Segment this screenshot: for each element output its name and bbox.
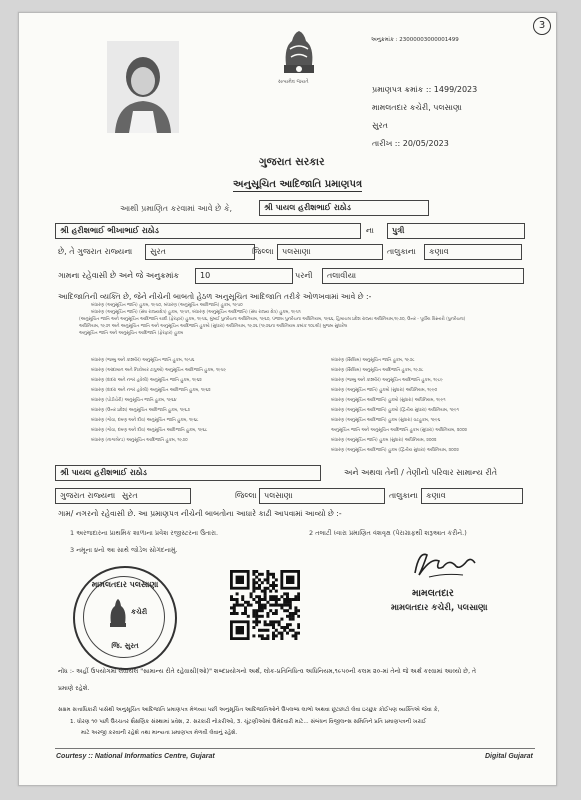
photo-icon: [107, 41, 179, 133]
basis-item-1: 1 અરજદારના પ્રાથમિક શાળાના પ્રવેશ રજીસ્ટરના ઉતારા.: [70, 529, 219, 537]
basis-text: ગામ/ નગરનો રહેવાસી છે. આ પ્રમાણપત્ર નીચેની બાબતોના આધારે કાઢી આપવામાં આવ્યો છે :-: [58, 509, 342, 518]
seal-mid-text: કચેરી: [131, 608, 148, 616]
order-item: બંધારણ (ગોવા, દમણ અને દીવ) અનુસૂચિત આદિજાતિ હુકમ, ૧૯૬૮: [91, 428, 208, 433]
taluka: કણાવ: [424, 244, 522, 260]
order-item: બંધારણ (નાગાલેન્ડ) અનુસૂચિત આદિજાતિ હુકમ, ૧૯૭૦: [91, 438, 188, 443]
taluka-label: તાલુકાના: [387, 247, 416, 256]
office-name: મામલતદાર કચેરી, પલસાણા: [372, 103, 462, 112]
order-item: અધિનિયમ, ૧૯૭૧ અને અનુસૂચિત જાતિ અને અનુસૂચિત આદિજાતિ હુકમો (સુધારા) અધિનિયમ, ૧૯૭૬ (૧૯૭૬ના અધિનિયમ ક્રમાંક ૧૦૮થી) મુજબ સુધારેલ: [79, 324, 348, 329]
courtesy-text: Courtesy :: National Informatics Centre, Gujarat: [56, 753, 215, 760]
seal-top-text: મામલતદાર પલસાણા: [91, 580, 159, 589]
family-district-label: જિલ્લા: [235, 491, 257, 500]
footer-line-1: સક્ષમ સત્તાધિકારી પાસેથી અનુસૂચિત આદિજાતિ પ્રમાણપત્ર મેળવ્યા પછી અનુસૂચિત આદિજાતિઓને ઉપલબ્ધ લાભો અથવા છૂટછાટો લેવા ઇચ્છુક કોઈપણ વ્યક્તિએ જેવા કે,: [58, 707, 440, 713]
family-state: [55, 488, 191, 504]
order-item: બંધારણ (દાદરા અને નગર હવેલી) અનુસૂચિત આદિજાતિ હુકમ, ૧૯૬૨: [91, 388, 211, 393]
page-number: 3: [538, 20, 546, 31]
order-item: બંધારણ (અનુસૂચિત આદિજાતિ) હુકમો (દ્વિતીય સુધારા) અધિનિયમ, ૧૯૯૧: [331, 408, 459, 413]
order-item: બંધારણ (અનુસૂચિત જાતિ) (સંઘ રાજ્યક્ષેત્ર) હુકમ, ૧૯૫૧, બંધારણ (અનુસૂચિત આદિજાતિ) (સંઘ રાજ્ય ક્ષેત્ર) હુકમ, ૧૯૫૧: [91, 310, 301, 315]
state-text: છે, તે ગુજરાત રાજ્યના: [58, 247, 133, 256]
applicant-name: શ્રી પાયલ હરીશભાઈ રાઠોડ: [259, 200, 429, 216]
order-item: બંધારણ (અનુસૂચિત આદિજાતિ) હુકમ (સુધારા) વટહુકમ, ૧૯૯૬: [331, 418, 441, 423]
family-suffix: અને અથવા તેની / તેણીનો પરિવાર સામાન્ય રીતે: [344, 468, 498, 477]
note-line-1: નોંધ :- અહીં ઉપયોગમાં લેવાયેલ "સામાન્ય રીતે રહેવાસી(ઓ)" શબ્દપ્રયોગનો અર્થ, લોક-પ્રતિનિધિત્વ અધિનિયમ,૧૯૫૦ની કલમ ૨૦-માં તેનો જે અર્થ કરવામાં આવ્યો છે, તે: [58, 668, 477, 675]
order-item: અનુસૂચિત જાતિ અને અનુસૂચિત આદિજાતિ હુકમ (સુધારા) અધિનિયમ, ૨૦૦૨: [331, 428, 467, 433]
relation: પુત્રી: [387, 223, 525, 239]
family-district: પલસાણા: [259, 488, 385, 504]
order-item: બંધારણ (અનુસૂચિત જાતિ) હુકમ (સુધારા) અધિનિયમ, ૨૦૦૨: [331, 438, 437, 443]
signature-designation: મામલતદાર: [412, 588, 454, 599]
order-item: બંધારણ (પોંડીચેરી) અનુસૂચિત જાતિ હુકમ, ૧૯૬૪: [91, 398, 177, 403]
district-name: સુરત: [372, 121, 388, 130]
serial-number: અનુક્રમાંક : 23000003000001499: [371, 37, 459, 43]
order-item: બંધારણ (અનુસૂચિત આદિજાતિ) હુકમ (દ્વિતીય સુધારા) અધિનિયમ, ૨૦૦૨: [331, 448, 459, 453]
page-number-circle: [533, 17, 551, 35]
seal-emblem-icon: [107, 598, 129, 628]
seal-bottom-text: જિ. સુરત: [111, 642, 139, 650]
office-seal: [73, 566, 177, 670]
signature: [409, 545, 479, 585]
order-item: બંધારણ (જમ્મુ અને કાશ્મીર) અનુસૂચિત જાતિ હુકમ, ૧૯૫૬: [91, 358, 195, 363]
basis-item-2: 2 તલાટી ધ્વારા પ્રમાણિત વંશવૃક્ષ (પેરાગ્રાફથી શરૂઆત કરીને.): [309, 529, 467, 537]
family-taluka-label: તાલુકાના: [389, 491, 418, 500]
qr-code-icon: [230, 570, 300, 640]
issue-date: તારીખ :: 20/05/2023: [372, 139, 449, 148]
family-taluka: કણાવ: [421, 488, 523, 504]
lion-capital-icon: [276, 27, 322, 77]
family-city: સુરત: [121, 491, 138, 500]
orders-top: [79, 302, 549, 337]
city: સુરત: [145, 244, 255, 260]
order-item: બંધારણ (ગોવા, દમણ અને દીવ) અનુસૂચિત જાતિ હુકમ, ૧૯૬૮: [91, 418, 199, 423]
father-name: શ્રી હરીશભાઈ ભીખાભાઈ રાઠોડ: [55, 223, 361, 239]
order-item: બંધારણ (અનુસૂચિત જાતિ) હુકમો (સુધારા) અધિનિયમ, ૧૯૯૦: [331, 388, 438, 393]
footer-line-3: માટે અરજી કરવાની રહેશે તથા માન્યતા પ્રમાણપત્ર મેળવી લેવાનું રહેશે.: [81, 730, 238, 736]
bottom-divider: [55, 748, 535, 749]
title-certificate: અનુસૂચિત આદિજાતિ પ્રમાણપત્ર: [233, 179, 363, 190]
note-line-2: પ્રમાણે રહેશે.: [58, 685, 90, 692]
applicant-photo: [107, 41, 179, 133]
district: પલસાણા: [277, 244, 383, 260]
certificate-number: પ્રમાણપત્ર ક્રમાંક :: 1499/2023: [372, 85, 478, 94]
order-item: બંધારણ (ઉત્તર પ્રદેશ) અનુસૂચિત આદિજાતિ હુકમ, ૧૯૬૭: [91, 408, 190, 413]
order-item: (અનુસૂચિત જાતિ અને અનુસૂચિત આદિજાતિ યાદી (ફેરફાર) હુકમ, ૧૯૫૬, મુંબઈ પુનર્રચના અધિનિયમ, ૧૯૬૦, પંજાબ પુનર્રચના અધિનિયમ, ૧૯૬૬, હિમાચલ પ્રદેશ રાજ્ય અધિનિયમ,૧૯૭૦, ઉત્તર - પૂર્વીય વિસ્તારો (પુનર્રચના): [79, 317, 466, 322]
order-item: બંધારણ (સિક્કિમ) અનુસૂચિત આદિજાતિ હુકમ, ૧૯૭૮: [331, 368, 424, 373]
qr-code: [230, 570, 300, 640]
order-item: બંધારણ (આંદામાન અને નિકોબાર ટાપુઓ) અનુસૂચિત આદિજાતિ હુકમ, ૧૯૫૯: [91, 368, 227, 373]
serial-value: 10: [195, 268, 293, 284]
order-item: અનુસૂચિત જાતિ અને અનુસૂચિત આદિજાતિ (ફેરફાર) હુકમ: [79, 331, 184, 336]
certify-text: આથી પ્રમાણિત કરવામાં આવે છે કે,: [120, 204, 233, 213]
digital-gujarat-text: Digital Gujarat: [485, 753, 533, 760]
order-item: બંધારણ (સિક્કિમ) અનુસૂચિત જાતિ હુકમ, ૧૯૭૮: [331, 358, 415, 363]
title-government: ગુજરાત સરકાર: [259, 156, 325, 168]
relation-prefix: ના: [366, 226, 374, 235]
national-emblem: [276, 27, 322, 87]
order-item: બંધારણ (દાદરા અને નગર હવેલી) અનુસૂચિત જાતિ હુકમ, ૧૯૬૨: [91, 378, 202, 383]
scheduled-text: આદિજાતિની વ્યક્તિ છે, જેને નીચેની બાબતો હેઠળ અનુસૂચિત આદિજાતિ તરીકે ઓળખવામાં આવે છે :-: [58, 292, 372, 301]
tribe-label: પરની: [295, 271, 313, 280]
district-label: જિલ્લા: [252, 247, 274, 256]
tribe: તલાવીયા: [322, 268, 524, 284]
signature-icon: [409, 545, 479, 585]
footer-line-2: 1. ધોરણ ૧૦ પછી ઉચ્ચતર શૈક્ષણિક સંસ્થામાં પ્રવેશ, 2. સરકારી નોકરીઓ, 3. ચૂંટણીઓમાં ઉમેદવારી માટે... સંબંધન વિજીલન્સ સમિતિને પ્રતિ પ્રમાણપત્રની ખરાઈ: [70, 719, 427, 725]
order-item: બંધારણ (અનુસૂચિત જાતિ) હુકમ, ૧૯૫૦, બંધારણ (અનુસૂચિત આદિજાતિ) હુકમ, ૧૯૫૦: [91, 303, 243, 308]
village-text: ગામના રહેવાસી છે અને જે અનુક્રમાંક: [58, 271, 180, 280]
orders-left: [91, 356, 291, 446]
basis-item-3: 3 નમૂના ૪નો આ સાથે જોડેલ સોગંદનામું.: [70, 546, 178, 554]
orders-right: [331, 356, 531, 456]
certificate-page: [18, 12, 557, 786]
family-state-text: ગુજરાત રાજ્યના: [60, 491, 116, 500]
signature-office: મામલતદાર કચેરી, પલસાણા: [391, 603, 488, 613]
order-item: બંધારણ (જમ્મુ અને કાશ્મીર) અનુસૂચિત આદિજાતિ હુકમ, ૧૯૮૯: [331, 378, 443, 383]
order-item: બંધારણ (અનુસૂચિત આદિજાતિ) હુકમો (સુધારા) અધિનિયમ, ૧૯૯૧: [331, 398, 446, 403]
emblem-caption: સત્યમેવ જયતે: [278, 79, 309, 85]
family-name: શ્રી પાયલ હરીશભાઈ રાઠોડ: [55, 465, 321, 481]
